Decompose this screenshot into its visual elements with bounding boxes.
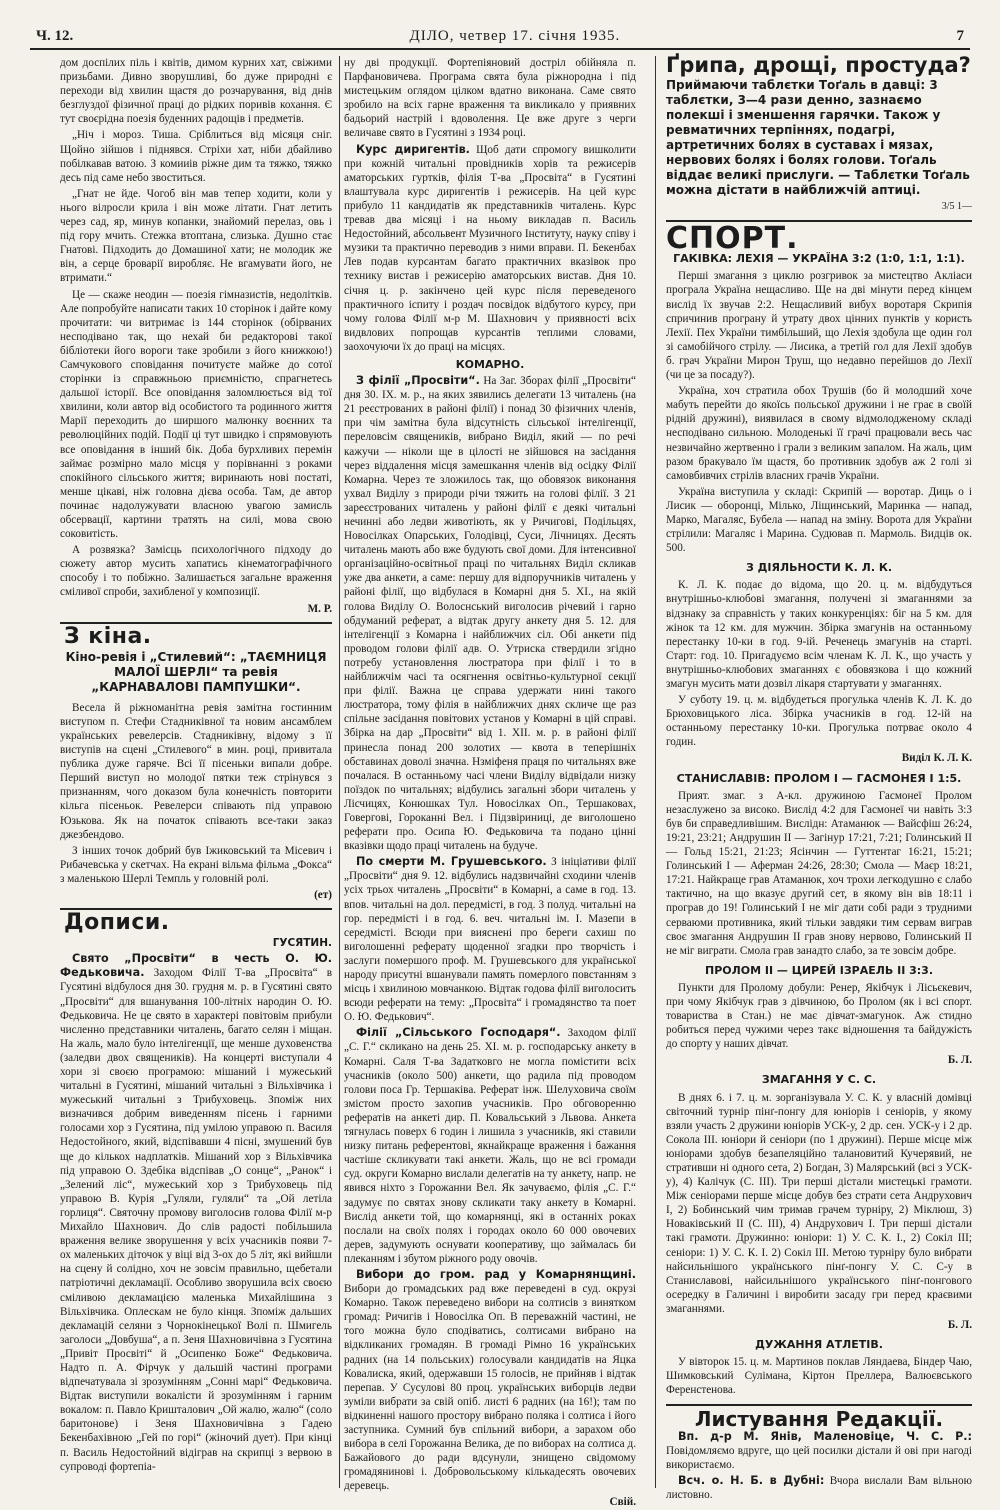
report-lead: По смерти М. Грушевського. bbox=[356, 855, 547, 869]
sport-paragraph: У вівторок 15. ц. м. Мартинов поклав Ляндаева, Біндер Чаю, Шимковський Сулімана, Кіртон Преллера, Валюєвського Ференстенова. bbox=[666, 1356, 972, 1397]
report-paragraph bbox=[344, 855, 636, 1024]
report-lead: Вибори до гром. рад у Комарнянщині. bbox=[356, 1267, 636, 1281]
sport-paragraph: Пункти для Пролому добули: Ренер, Якібчук і Лісьєкевич, при чому Якібчук грав з дівчиною, бо Пролом (як і всі спорт. товариства в Стан.) не має дівчат-змагунок. Аж стидно робиться перед чужими через такє відношення та байдужість до спорту у наших дівчат. bbox=[666, 981, 972, 1051]
review-paragraph: дом доспілих піль і квітів, димом курних хат, свіжими призьбами. Дивно зворушливі, бо дуже природні є переходи від хвилин щастя до розчарування, від днів безглуздої фізичної праці до рідких поривів кохання. Є тут своєрідна поезія буденних радощів і предметів. bbox=[60, 57, 332, 126]
report-lead: Свято „Просвіти“ в честь О. Ю. Федьковича. bbox=[60, 952, 332, 980]
letters-section-title: Листування Редакції. bbox=[694, 1406, 944, 1431]
sport-section-title: СПОРТ. bbox=[666, 221, 799, 257]
issue-number: Ч. 12. bbox=[36, 27, 74, 44]
report-signature: Свій. bbox=[609, 1496, 636, 1509]
sport-signature: Б. Л. bbox=[947, 1319, 972, 1332]
cinema-signature: (ет) bbox=[314, 888, 332, 901]
sport-paragraph: Перші змагання з циклю розгривок за мистецтво Акліаси програла Україна нещасливо. Ще на дві мінути перед кінцем вислід їх звучав 2:2. Нещасливий вибух воротаря Скрипія спричинив програну й утрату двох цінних пунктів у користь Лехії. Пех України тимбільший, що Лехія здобула ще один гол зі самобійчого стрілу. — Лисика, а третій гол для Лехії здобув б. грач України Мирон Труш, що недавно перейшов до Лехії (чи це за посаду?). bbox=[666, 270, 972, 382]
report-text: З ініціативи філії „Просвіти“ дня 9. 12. відбулись надзвичайні сходини членів усіх трьох читалень „Просвіти“ в Комарні, а саме в год. 13. впов. читальні на дол. передмісті, в год. 3 полуд. читальні на гор. передмісті і в год. 6. веч. читальні ім. І. Мазепи в середмісті. Всюди при вияснені про береги сахиш по виголошенні реферату щоденної згадки про творчість і заслуги помершого проф. М. Грушевського для української народу присутні вшанували память померлого повстанням з місць і хвилиною мовчанкою. Відтак годова філії виголосить всюди реферати на тему: „Просвіта“ і громадянство та поет О. Ю. Федькович“. bbox=[344, 856, 636, 1024]
page-number: 7 bbox=[956, 27, 964, 44]
report-paragraph bbox=[344, 1268, 636, 1494]
report-text: Щоб дати спромогу вишколити при кожній читальні провідників хорів та режисерів аматорських гуртків, філія Т-ва „Просвіта“ в Гусятині влаштувала курс диригентів і режисерів. На цей курс прибуло 11 кандидатів як представників читалень. Курс тревав два місяці і на ньому викладав п. Василь Недостойний, абсольвент Музичного Інституту, науку співу і музики та практично переводив з ними вправи. П. Бекенбах Лев подав курсантам багато практичних вказівок про технику вистав і режисерію аматорських вистав. Дня 10. січня ц. р. закінчено цей курс після переведеного практичного іспиту і роздач посвідок відбутого курсу, при чому голова Філії м-р М. Шахнович у приявності всіх видвлових попрощав курсантів теплими словами, заохочуючи їх до праці на місцях. bbox=[344, 143, 636, 353]
letter-item bbox=[666, 1474, 972, 1502]
dateline-komarno: КОМАРНО. bbox=[455, 357, 525, 371]
page-header bbox=[36, 24, 964, 48]
review-paragraph: А розвязка? Замісць психологічного підходу до сюжету автор мусить хапатись кінематографічного способу і то побіжно. Залишається загальне враження сміливої спроби, захибленої у композиції. bbox=[60, 544, 332, 599]
report-paragraph bbox=[344, 143, 636, 354]
report-text: Заходом Філії Т-ва „Просвіта“ в Гусятині відбулося дня 30. грудня м. р. в Гусятині свято „Просвіти“ для вшанування 100-літніх народин О. Ю. Федьковича. Не це свято в характері повітовім прибули численно представники читалень, багато селян і міщан. На жаль, мало було інтелігенції, ще менше духовенства (заледви двох священиків). На концерті виступали 4 хори зі своєю програмою: мішаний і мужеський читальні в Гусятині, мішаний читальні з Вільхівчика і мужеський читальні з Трибуховець. Зпоміж них визначився добрим виведенням пісень і гарними голосами хор з Гусятина, під умілою управою п. Василя Недостойного, який, відспівавши 4 пісні, змушений був ще до кількох надплатків. Мішаний хор з Вільхівчика під управою О. Здебіка відспівав „О сонце“, „Ранок“ і „Зелений ліс“, мужеський хор з Трибуховець під управою В. Курія „Гуляли, гуляли“ та „Ой летіла горлиця“. Святочну промову виголосив голова Філії м-р Михайло Шахнович. До слів радості побільшила враження велике зворушення у всіх учасників появи 7-ох маленьких діточок у віці від 3-ох до 5 літ, які вийшли на сцену й солідно, хоч не зовсім правильно, щебетали патріотичні декламації. Особливо зворушила всіх своєю сміливою декламацією маленька Михайлішина з Вільхівчика. Оплескам не було кінця. Зпоміж дальших декламацій селяни з Чорнокінецької Волі п. Шмигель заголоси „Довбуша“, а п. Зеня Шахновичівна з Гусятина „Привіт Просвіті“ й „Осипенко Боже“ Федьковича. Надто п. А. Фірчук у дальшій частині програми відпечатувала зі зрозумінням „Сонні марі“ Федьковича. Відтак виступили вокалісти й зрозумінням і гарним вокалом: п. Павло Кришталович „Ой жалю, жалю“ (соло баритонове) і Зеня Шахновичівна з Гадею Бекенбахівною „Гей по горі“ (жіночий дует). При кінці п. Василь Недостойний відіграв на скрипці з вервою в супроводі фортепіа- bbox=[60, 967, 332, 1473]
sport-headline: ГАКІВКА: ЛЕХІЯ — УКРАЇНА 3:2 (1:0, 1:1, 1:1). bbox=[673, 252, 965, 266]
letter-item bbox=[666, 1430, 972, 1472]
advert-title: Ґрипа, дрощі, простуда? bbox=[666, 53, 971, 77]
dateline-husiatyn: ГУСЯТИН. bbox=[272, 937, 332, 950]
sport-headline: ЗМАГАННЯ У С. С. bbox=[761, 1073, 877, 1087]
letter-text: Вчора вислали Вам вільною листовно. bbox=[666, 1474, 972, 1501]
masthead-date: ДІЛО, четвер 17. січня 1935. bbox=[409, 27, 621, 44]
sport-signature: Виділ К. Л. К. bbox=[901, 752, 972, 765]
report-paragraph: ну дві продукції. Фортепіяновий достріл обійняла п. Парфановичева. Програма свята була ріжнородна і під мистецьким оглядом цілком вдатно виконана. Саме свято зробило на всіх гарне враження та викликало у приявних бадьорий настрій і вдоволення. Це вже друге з черги величаве свято в Гусятині з 1934 році. bbox=[344, 57, 636, 140]
report-paragraph bbox=[60, 952, 332, 1473]
column-1 bbox=[60, 56, 332, 1490]
sport-signature: Б. Л. bbox=[947, 1054, 972, 1067]
cinema-paragraph: Весела й ріжноманітна ревія замітна гостинним виступом п. Стефи Стадниківної та новим ансамблем українських ревелерсів. Стадниківну, відому з її виступів на сцені „Стилевого“ в мин. році, привитала публика дуже гаряче. Всі її пісеньки випали добре. Перший виступ но молодої пятки теж стрінувся з признанням, чого доказом була конечність повторити кільга пісеньок. Ревелерси співають під управою Юзькова. Як на початок співають все-таки заказ джезбендово. bbox=[60, 701, 332, 841]
report-lead: Філії „Сільського Господаря“. bbox=[356, 1026, 561, 1040]
report-lead: Курс диригентів. bbox=[356, 142, 470, 156]
report-text: Заходом філії „С. Г.“ скликано на день 25. XI. м. р. господарську анкету в Комарні. Саля Т-ва Задатковго не могла помістити всіх учасників (около 500) анкети, що радила під проводом голови поса Гр. Тершаківа. Реферат інж. Шелуховича своїм змістом просто захопив учасників. Про обговоренню рефератів на анкеті дир. П. Ковальський з Львова. Анкета тягнулась поверх 6 годин і лишила з учасників, які ставили низку питань референтові, якнайкраще враження і бажання частіше скликувати такі анкети. Жаль, що не всі громади суд. округи Комарно вислали делегатів на ту анкету, напр. не явився ніхто з Горожанни Вел. Як зачуваємо, філія „С. Г.“ задумує по святах знову скликати таку анкету в Комарні. Вислід анкети той, що комарнянці, які в останніх роках послали на своїх полях і городах около 60 000 овочевих дерев, задумують оснувати кооперативу, що займалась би плеканням і збутом ріжного роду овочів. bbox=[344, 1027, 636, 1265]
cinema-headline: Кіно-ревія і „Стилевий“: „ТАЄМНИЦЯ МАЛОЇ ШЕРЛІ“ та ревія „КАРНАВАЛОВІ ПАМПУШКИ“. bbox=[65, 649, 327, 694]
report-paragraph bbox=[344, 374, 636, 853]
letter-addressee: Вп. д-р М. Янів, Маленовіце, Ч. С. Р.: bbox=[678, 1429, 972, 1443]
header-rule bbox=[30, 48, 970, 50]
review-quote: „Ніч і мороз. Тиша. Сріблиться від місяця сніг. Щойно зійшов і піднявся. Стріхи хат, ніби дбайливо побілкавав ватою. З комииів ріжне дим та тяжко, тяжко десь під саме небо звоститься. bbox=[60, 129, 332, 184]
sport-headline: ДУЖАННЯ АТЛЕТІВ. bbox=[755, 1338, 883, 1352]
dopysy-section-title: Дописи. bbox=[64, 910, 170, 936]
sport-paragraph: У суботу 19. ц. м. відбудеться прогулька членів К. Л. К. до Брюховицького ліса. Збірка учасників в год. 12-ій на останньому перестанку 10-ки. Прогулька потрває около 4 годин. bbox=[666, 694, 972, 749]
review-paragraph: Це — скаже неодин — поезія гімназистів, недолітків. Але попробуйте написати таких 10 сторінок і дайте кому прочитати: чи витримає із 144 сторінок (обірваних несподівано так, що нехай би редакторові такої бібліотеки його вороги таке зробили з його книжкою!) Самчукового сповідання почитуєте майже до сотої сторінки із справжньою приємністю, спрагнетесь дальшої історії. Все оповідання заломлюється від тої хвилини, коли автор від особистого та родинного життя Марії переходить до ширшого малюнку воєнних та революційних подій. Події ці тут швидко і спрямовують все оповідання в інший бік. Доба бурхливих перемін займає розмірно мало місця у порівнанні з роками спокійного сільського життя; виринають нові постаті, менше цікаві, ніж головна дієва особа. Там, де автор починає надолужувати власною увагою замисль обсервації, картини тратять на силі, мова свою соковитість. bbox=[60, 288, 332, 541]
column-2 bbox=[344, 56, 637, 1509]
report-paragraph bbox=[344, 1026, 636, 1266]
sport-headline: ПРОЛОМ II — ЦИРЕЙ ІЗРАЕЛЬ II 3:3. bbox=[705, 963, 933, 977]
section-rule bbox=[666, 1404, 972, 1406]
report-text: Вибори до громадських рад вже переведені в суд. окрузі Комарно. Також переведено вибори на солтисів з винятком громад: Ричигів і Новосілка Оп. В переважній частині, не того можна було сподіватись, солтисами вибрано на відкликаних громадян. В громаді Рімно 16 українських радних (на 14 польських) голосували кандидатів на Яцка Ковалиска, який, одержавши 15 голосів, не прийняв і відтак перепав. У Сусулові 80 проц. українських виборців ледви зуміли вибрати за свій опіб. листі 6 радних (на 16!); там по відкиненні нашого простору вибрано поляка і солтиса і його заступника. Сумний був спільний вибори, а зарахом обо вибора в селі Горожанна Велика, де по виборах на солтиса д. Бажайового до ради вдсунули, знищено свідомому громадянинові і. Добровольському кількадесять овочевих деревець. bbox=[344, 1283, 636, 1493]
advert-code: 3/5 1— bbox=[941, 201, 972, 213]
letter-text: Повідомляємо вдруге, що цей посилки дістали й ові при нагоді використаємо. bbox=[666, 1444, 972, 1471]
sport-paragraph: Україна виступила у складі: Скрипій — воротар. Диць о і Лисик — оборонці, Мілько, Ліщинський, Маринка — напад, Марко, Магаляс, Бубела — напад на зміну. Ворота для України стрілили: Магаляс і Марина. Судював п. Мармоль. Видців ок. 500. bbox=[666, 485, 972, 555]
sport-headline: СТАНИСЛАВІВ: ПРОЛОМ І — ГАСМОНЕЯ І 1:5. bbox=[676, 771, 962, 785]
report-lead: З філії „Просвіти“. bbox=[356, 374, 480, 388]
sport-paragraph: К. Л. К. подає до відома, що 20. ц. м. відбудуться внутрішньо-клюбові змагання, получені зі змаганнями за відзнаку за справність у таких конкуренціях: біг на 5 км. для жінок та 12 км. для мужчин. Збірка змагунів на останньому перестанку 10-ки в год. 9-ій. Реченець змагунів на старті. Старт: год. 10. Пригадуємо всім членам К. Л. К., що участь у внутрішньо-клюбових змаганнях є обовязкова і що кожний змагун мусить мати дозвіл лікаря стартувати у змаганнях. bbox=[666, 579, 972, 690]
column-divider-2 bbox=[655, 56, 656, 1488]
sport-headline: З ДІЯЛЬНОСТИ К. Л. К. bbox=[745, 561, 892, 575]
sport-paragraph: Прият. змаг. з А-кл. дружиною Гасмонеї Пролом незаслужено за високо. Вислід 4:2 для Гасмонеї чи навіть 3:3 був би справедливішим. Вислідн: Атаманюк — Вайсфіш 26:24, 19:21, 23:21; Андрушин II — Загінур 17:21, 7:21; Голинський II — Гольд 15:21, 21:23; Ясінчин — Гуттентаг 16:21, 15:21; Голинський I — Аферман 24:26, 28:30; Смола — Маєр 18:21, 17:21. Найкраще грав Атаманюк, хоч трохи легкодушно є слабо тактично, на що вказує другий сет, в якому він вів 18:11 і програв до 19! Голинський I не міг дати собі ради з трудними серваюми противника, який тільки завдяки тим сервам виграв своє змагання Андрушин II грав знову нервово, Голинський II не міг виграти. Смола грав занадто слабо, за те зовсім добре. bbox=[666, 789, 972, 957]
letter-addressee: Всч. о. Н. Б. в Дубні: bbox=[678, 1473, 825, 1487]
cinema-section-title: З кіна. bbox=[64, 623, 152, 649]
report-text: На Заг. Зборах філії „Просвіти“ дня 30. IX. м. р., на яких зявились делегати 13 читалень (на 21 реєстрованих в районі філії) і понад 30 фізичних членів, при чім замітна була відсутність сільської інтелігенції, переловсім священиків, вибрано Виділ, який — по речі кажучи — ніколи ще в цілості не зійшовся на засідання через віддалення місця замешкання членів від осідку Філії Комарна. Через те зложилось так, що обовязок виконання ухвал Виділу з природи річи тяжить на голові філії. З 21 зареєстрованих читалень у районі філії є деякі читальні нечинні або ледви животіють, як у Ричигові, Подільцях, Новосілках Опарських, Голодівці, Суси, Лічницях. Десять читалень мають або вже будують свої доми. Для інтенсивної організаційно-освітньої праці по читальнях Виділ скликав уже два анкети, а саме: першу для відпоручників читалень у районі філії, що відбулася в Комарні дня 5. XI., на якій голова Виділу О. Волоснський виголосив річевий і гарно обдуманий реферат, а відтак другу анкету дня 5. 12. для інтелігенції з Комарна і найближчих сіл. Обі анкети під проводом голови філії адв. О. Утриска ствердили згідно потребу установлення люстратора при філії і то в найближчім часі та осягнення освітньо-культурної секції при філії. Важна це справа удержати нині такого люстратора, тому філія в найближчих днях скличе ще раз спільне засідання повітових установ у Комарні в цій справі. Збірка на дар „Просвіти“ від 1. XII. м. р. в районі філії принесла понад 200 золотих — квота в теперішніх обставинах доволі значна. Нзміфеня праця по читальнях вже почалася. В останньому часі члени Виділу відвідали низку поїздок по читальнях; відбулись загальні збори читалень у Лісчицях, Конюшках Тул. Новосілках Оп., Тершаковах, Говергові, Гороканні Вел. і Підзвіриниці, де виголошено реферати про. Осипа Ю. Федьковича та подано цінні вказівки щодо праці читалень на будуче. bbox=[344, 375, 637, 853]
review-signature: М. Р. bbox=[307, 602, 332, 615]
review-quote: „Гнат не йде. Чогоб він мав тепер ходити, коли у нього вілросли крила і він може літати. Гнат летить через сад, яр, минув копанки, знайомий перелаз, овь і під гору мчить. Стежка втоптана, слизька. Душно стає Гнатові. Підходить до Домашиної хати; не молодик же він, а серце броварії виробляє. Не вгамувати його, не втримати.“ bbox=[60, 187, 332, 285]
advert-body: Приймаючи таблєтки Тоґаль в давці: 3 таблєтки, 3—4 рази денно, зазнаємо полекші і зменшення гарячки. Також у ревматичних терпіннях, подагрі, артретичних болях в суставах і мязах, нервових болях і болях голови. Тоґаль віддає великі прислуги. — Таблєтки Тоґаль можна дістати в найближчій аптиці. bbox=[666, 78, 970, 198]
sport-paragraph: Україна, хоч стратила обох Трушів (бо й молодший хоче мабуть перейти до якоїсь польської дружини і не грає в своїй рідній дружині), виявилася в свому відмолодженому складі несподівано сильною. Молоденькі її грачі працювали весь час незвичайно жертвенно і грали з великим запалом. На жаль, цим разом бракувало їм щастя, бо противник здобув аж 2 голі зі самовбивчих стрілів власних грачів України. bbox=[666, 385, 972, 482]
sport-paragraph: В днях 6. і 7. ц. м. зорганізувала У. С. К. у власній домівці світочний турнір пінґ-понгу для юніорів і сеніорів, у якому взяли участь 2 дружини юніорів УСК-у, 2 др. сен. УСК-у і 2 др. Сокола ІІІ. юніори й сеніори (по 1 дружині). Перше місце між юніорами здобув безапеляційно талановитий Кучерявий, не стративши ні одного сета, 2) Богдан, 3) Малярський (всі з УСК-у), 4) Калічук (С. ІІІ). Три перші дістали мистецькі грамоти. Між сеніорами перше місце добув без страти сета Андрухович I, 2) Бобинський чим тримав грачем турніру, 2) Міклюш, 3) Новаківський II (С. ІІІ), 4) Андрухович I. Три перші дістали такі грамоти. Дружинно: юніори: 1) У. С. К. І., 2) Сокіл ІІІ; сеніори: 1) У. С. К. І. 2) Сокіл ІІІ. Метою турніру було вибрати найсильнішого українського пінґ-понгу У. С. С-у в Станиславові, найсильнішого українського пінґ-понгового осередку в Галичині і виробити засаду гри перед краєвими змаганнями. bbox=[666, 1091, 972, 1315]
column-3 bbox=[666, 53, 972, 1501]
cinema-paragraph: З інших точок добрий був Іжиковський та Місевич і Рибачевська у скетчах. На екрані вільма фільма „Фокса“ з маленькою Шерлі Темпль у головній ролі. bbox=[60, 844, 332, 885]
column-divider-1 bbox=[339, 56, 340, 1488]
